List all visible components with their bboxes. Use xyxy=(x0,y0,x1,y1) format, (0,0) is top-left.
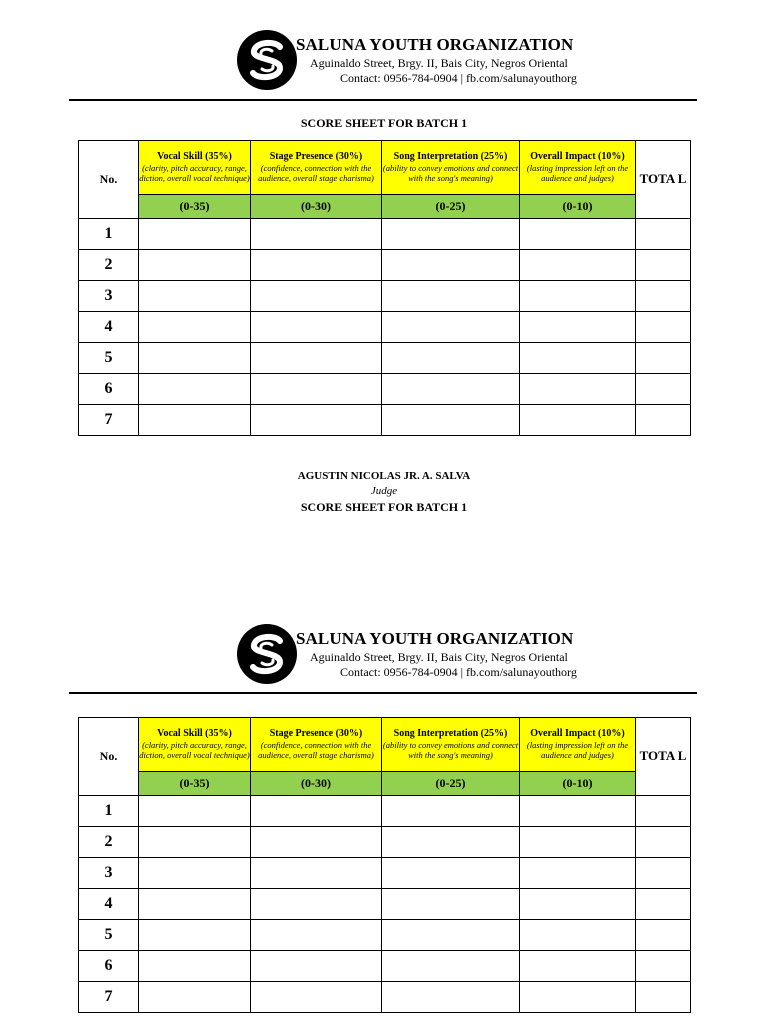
row-number: 2 xyxy=(79,250,139,281)
score-cell[interactable] xyxy=(520,827,636,858)
criterion-header-stage-presence xyxy=(251,141,382,195)
score-range: (0-35) xyxy=(139,195,251,219)
score-table xyxy=(78,140,691,436)
total-cell[interactable] xyxy=(636,343,691,374)
score-cell[interactable] xyxy=(382,827,520,858)
score-cell[interactable] xyxy=(520,796,636,827)
score-cell[interactable] xyxy=(139,858,251,889)
score-cell[interactable] xyxy=(382,889,520,920)
criterion-header-song-interpretation xyxy=(382,141,520,195)
row-number: 1 xyxy=(79,219,139,250)
score-cell[interactable] xyxy=(139,920,251,951)
table-row xyxy=(79,405,691,436)
score-sheet-1 xyxy=(0,0,768,440)
total-cell[interactable] xyxy=(636,796,691,827)
score-cell[interactable] xyxy=(251,889,382,920)
criterion-title: Stage Presence (30%) xyxy=(269,728,363,740)
organization-address: Aguinaldo Street, Brgy. II, Bais City, Negros Oriental xyxy=(310,650,568,664)
score-range: (0-35) xyxy=(139,772,251,796)
score-range: (0-25) xyxy=(382,195,520,219)
table-row xyxy=(79,920,691,951)
criterion-description: (lasting impression left on the audience and judges) xyxy=(526,739,629,760)
criterion-description: (confidence, connection with the audience, overall stage charisma) xyxy=(258,739,374,760)
score-cell[interactable] xyxy=(251,796,382,827)
score-cell[interactable] xyxy=(251,250,382,281)
total-cell[interactable] xyxy=(636,281,691,312)
score-cell[interactable] xyxy=(520,250,636,281)
row-number: 6 xyxy=(79,951,139,982)
score-cell[interactable] xyxy=(139,982,251,1013)
total-cell[interactable] xyxy=(636,951,691,982)
criterion-title: Song Interpretation (25%) xyxy=(393,728,508,740)
criterion-description: (clarity, pitch accuracy, range, diction, overall vocal technique) xyxy=(139,739,250,760)
score-cell[interactable] xyxy=(251,281,382,312)
row-number: 5 xyxy=(79,920,139,951)
score-cell[interactable] xyxy=(382,951,520,982)
column-header-no: No. xyxy=(79,718,139,796)
table-row xyxy=(79,219,691,250)
criterion-title: Vocal Skill (35%) xyxy=(157,151,232,163)
total-cell[interactable] xyxy=(636,405,691,436)
score-cell[interactable] xyxy=(251,982,382,1013)
total-cell[interactable] xyxy=(636,982,691,1013)
sheet-title: SCORE SHEET FOR BATCH 1 xyxy=(300,116,468,130)
criterion-header-overall-impact xyxy=(520,141,636,195)
organization-name: SALUNA YOUTH ORGANIZATION xyxy=(296,629,574,648)
criterion-description: (confidence, connection with the audience, overall stage charisma) xyxy=(258,162,374,183)
score-cell[interactable] xyxy=(139,250,251,281)
table-row xyxy=(79,858,691,889)
judge-role: Judge xyxy=(370,485,398,497)
table-row xyxy=(79,982,691,1013)
row-number: 2 xyxy=(79,827,139,858)
score-cell[interactable] xyxy=(251,858,382,889)
score-cell[interactable] xyxy=(520,219,636,250)
table-row xyxy=(79,827,691,858)
score-cell[interactable] xyxy=(520,405,636,436)
score-cell[interactable] xyxy=(520,920,636,951)
organization-name: SALUNA YOUTH ORGANIZATION xyxy=(296,35,574,54)
score-cell[interactable] xyxy=(520,889,636,920)
score-cell[interactable] xyxy=(139,312,251,343)
score-cell[interactable] xyxy=(139,889,251,920)
criterion-title: Stage Presence (30%) xyxy=(269,151,363,163)
score-cell[interactable] xyxy=(251,405,382,436)
score-cell[interactable] xyxy=(139,951,251,982)
total-cell[interactable] xyxy=(636,250,691,281)
score-cell[interactable] xyxy=(139,405,251,436)
score-cell[interactable] xyxy=(139,827,251,858)
total-cell[interactable] xyxy=(636,219,691,250)
table-row xyxy=(79,250,691,281)
table-row xyxy=(79,796,691,827)
score-cell[interactable] xyxy=(382,858,520,889)
score-table xyxy=(78,717,691,1013)
score-range: (0-30) xyxy=(251,195,382,219)
score-cell[interactable] xyxy=(251,827,382,858)
score-cell[interactable] xyxy=(251,219,382,250)
sheet-title: SCORE SHEET FOR BATCH 1 xyxy=(300,500,468,514)
column-header-total: TOTA L xyxy=(636,718,691,796)
criterion-description: (ability to convey emotions and connect with the song's meaning) xyxy=(382,162,519,183)
criterion-description: (clarity, pitch accuracy, range, diction, overall vocal technique) xyxy=(139,162,250,183)
score-cell[interactable] xyxy=(139,374,251,405)
criterion-header-vocal-skill xyxy=(139,718,251,772)
score-cell[interactable] xyxy=(382,343,520,374)
row-number: 3 xyxy=(79,281,139,312)
score-cell[interactable] xyxy=(251,951,382,982)
score-range: (0-10) xyxy=(520,195,636,219)
score-cell[interactable] xyxy=(520,312,636,343)
score-range: (0-25) xyxy=(382,772,520,796)
score-cell[interactable] xyxy=(520,982,636,1013)
score-range: (0-10) xyxy=(520,772,636,796)
criterion-header-stage-presence xyxy=(251,718,382,772)
total-cell[interactable] xyxy=(636,889,691,920)
table-row xyxy=(79,343,691,374)
score-cell[interactable] xyxy=(139,281,251,312)
judge-name: AGUSTIN NICOLAS JR. A. SALVA xyxy=(297,470,471,482)
criterion-header-vocal-skill xyxy=(139,141,251,195)
row-number: 7 xyxy=(79,982,139,1013)
score-cell[interactable] xyxy=(139,219,251,250)
organization-address: Aguinaldo Street, Brgy. II, Bais City, Negros Oriental xyxy=(310,56,568,70)
score-cell[interactable] xyxy=(520,858,636,889)
total-cell[interactable] xyxy=(636,827,691,858)
score-cell[interactable] xyxy=(520,951,636,982)
row-number: 4 xyxy=(79,889,139,920)
organization-contact: Contact: 0956-784-0904 | fb.com/salunayouthorg xyxy=(340,665,577,679)
table-row xyxy=(79,312,691,343)
score-cell[interactable] xyxy=(520,374,636,405)
row-number: 6 xyxy=(79,374,139,405)
organization-logo xyxy=(236,623,298,685)
score-range: (0-30) xyxy=(251,772,382,796)
row-number: 7 xyxy=(79,405,139,436)
table-row xyxy=(79,374,691,405)
total-cell[interactable] xyxy=(636,312,691,343)
score-cell[interactable] xyxy=(382,920,520,951)
score-cell[interactable] xyxy=(520,343,636,374)
criterion-header-song-interpretation xyxy=(382,718,520,772)
total-cell[interactable] xyxy=(636,920,691,951)
table-row xyxy=(79,281,691,312)
row-number: 5 xyxy=(79,343,139,374)
criterion-title: Vocal Skill (35%) xyxy=(157,728,232,740)
score-cell[interactable] xyxy=(251,343,382,374)
score-cell[interactable] xyxy=(382,405,520,436)
criterion-header-overall-impact xyxy=(520,718,636,772)
row-number: 3 xyxy=(79,858,139,889)
score-cell[interactable] xyxy=(139,796,251,827)
score-cell[interactable] xyxy=(382,219,520,250)
score-cell[interactable] xyxy=(251,920,382,951)
score-cell[interactable] xyxy=(382,374,520,405)
score-cell[interactable] xyxy=(139,343,251,374)
organization-logo xyxy=(236,29,298,91)
criterion-title: Overall Impact (10%) xyxy=(530,728,625,740)
organization-contact: Contact: 0956-784-0904 | fb.com/salunayouthorg xyxy=(340,71,577,85)
criterion-title: Song Interpretation (25%) xyxy=(393,151,508,163)
criterion-description: (lasting impression left on the audience and judges) xyxy=(526,162,629,183)
score-cell[interactable] xyxy=(520,281,636,312)
header-divider xyxy=(69,99,697,101)
total-cell[interactable] xyxy=(636,858,691,889)
header-divider xyxy=(69,692,697,694)
score-cell[interactable] xyxy=(382,250,520,281)
score-cell[interactable] xyxy=(251,312,382,343)
column-header-total: TOTA L xyxy=(636,141,691,219)
total-cell[interactable] xyxy=(636,374,691,405)
score-sheet-2 xyxy=(0,594,768,1024)
table-row xyxy=(79,889,691,920)
row-number: 4 xyxy=(79,312,139,343)
score-cell[interactable] xyxy=(251,374,382,405)
row-number: 1 xyxy=(79,796,139,827)
column-header-no: No. xyxy=(79,141,139,219)
score-cell[interactable] xyxy=(382,796,520,827)
score-cell[interactable] xyxy=(382,312,520,343)
criterion-title: Overall Impact (10%) xyxy=(530,151,625,163)
criterion-description: (ability to convey emotions and connect with the song's meaning) xyxy=(382,739,519,760)
score-cell[interactable] xyxy=(382,982,520,1013)
score-cell[interactable] xyxy=(382,281,520,312)
table-row xyxy=(79,951,691,982)
